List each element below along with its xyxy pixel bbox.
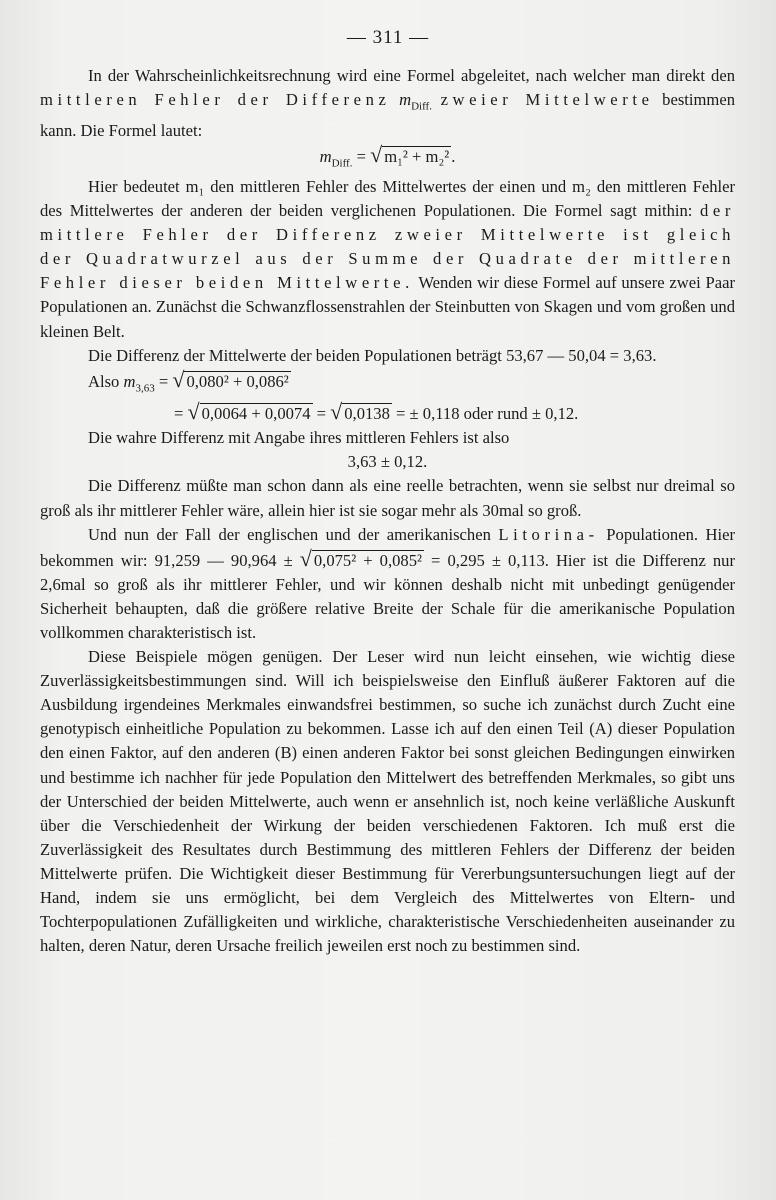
paragraph-7: Diese Beispiele mögen genügen. Der Leser wird nun leicht einsehen, wie wichtig diese Zuverlässigkeitsbestimmungen sind. Will ich beispielsweise den Einfluß äußerer Faktoren auf die Ausbildung irgendeines Merkmales einwandsfrei bestimmen, so suche ich zunächst durch Zucht eine genotypisch einheitliche Population zu bekommen. Lasse ich auf den einen Teil (A) dieser Population den einen Faktor, auf den anderen (B) einen anderen Faktor bei sonst gleichen Bedingungen einwirken und bestimme ich nachher für jede Population den Mittelwert des betreffenden Merkmales, so gibt uns der Unterschied der beiden Mittelwerte, auch wenn er ansehnlich ist, noch keine verläßliche Auskunft über die Verschiedenheit der Wirkung der beiden verschiedenen Faktoren. Ich muß erst die Zuverlässigkeit des Resultates durch Bestimmung des mittleren Fehlers der Differenz der beiden Mittelwerte prüfen. Die Wichtigkeit dieser Bestimmung für Vererbungsuntersuchungen liegt auf der Hand, indem sie uns ermöglicht, bei dem Vergleich des Mittelwertes von Eltern- und Tochterpopulationen Zufälligkeiten und wirkliche, charakteristische Verschiedenheiten auseinander zu halten, deren Natur, deren Ursache freilich jeweilen erst noch zu bestimmen sind. xyxy=(40,647,735,956)
f1-end: . xyxy=(451,146,456,166)
page-body xyxy=(40,64,735,958)
paragraph-5: Die Differenz müßte man schon dann als eine reelle betrachten, wenn sie selbst nur dreimal so groß als ihr mittlerer Fehler wäre, allein hier ist sie sogar mehr als 30mal so groß. xyxy=(40,476,735,520)
also-m-sub: 3,63 xyxy=(135,382,155,395)
p2-spaced: der mittlere Fehler der Differenz zweier Mittelwerte ist gleich der Quadratwurzel aus der Summe der Quadrate der mittleren Fehler dieser beiden Mittelwerte. xyxy=(40,201,735,293)
p2-text-b: Wenden wir diese Formel auf unsere zwei Paar Populationen an. Zunächst die Schwanzflossenstrahlen der Steinbutten von Skagen und vom großen und kleinen Belt. xyxy=(40,273,735,341)
cont-radical-2: √ xyxy=(330,399,343,425)
p1-text-b: bestimmen kann. Die Formel lautet: xyxy=(40,90,735,140)
cont-rest: = ± 0,118 oder rund ± 0,12. xyxy=(391,404,579,424)
formula-mdiff xyxy=(40,143,735,175)
f1-radical: √ xyxy=(370,141,383,167)
p1-text-a: In der Wahrscheinlichkeitsrechnung wird eine Formel abgeleitet, nach welcher man direkt den xyxy=(88,66,735,85)
p1-mdiff: m xyxy=(399,90,412,110)
paragraph-6 xyxy=(40,523,735,645)
cont-radicand-1: 0,0064 + 0,0074 xyxy=(201,404,311,424)
cont-eq1: = xyxy=(174,404,188,424)
paragraph-4: Die wahre Differenz mit Angabe ihres mittleren Fehlers ist also xyxy=(88,428,510,448)
formula-also-line-2 xyxy=(40,400,735,426)
f1-radicand: m₁² + m₂² xyxy=(384,146,450,166)
f1-lhs-sub: Diff. xyxy=(331,156,353,169)
also-radical: √ xyxy=(172,366,185,392)
page-number: — 311 — xyxy=(346,27,430,48)
p6-spaced: Litorina- xyxy=(498,524,599,544)
formula-result: 3,63 ± 0,12. xyxy=(347,452,428,472)
also-label: Also xyxy=(88,371,120,391)
also-eq: = xyxy=(154,371,173,391)
cont-radical-1: √ xyxy=(187,399,200,425)
paragraph-3: Die Differenz der Mittelwerte der beiden Populationen beträgt 53,67 — 50,04 = 3,63. xyxy=(88,345,657,365)
p2-text-a: Hier bedeutet m₁ den mittleren Fehler des Mittelwertes der einen und m₂ den mittleren Fehler des Mittelwertes der anderen der beiden verglichenen Populationen. Die Formel sagt mithin: xyxy=(40,177,735,221)
p6-radicand: 0,075² + 0,085² xyxy=(313,550,422,570)
p6-text-a: Und nun der Fall der englischen und der amerikanischen xyxy=(88,524,491,544)
also-m: m xyxy=(123,371,136,391)
f1-eq: = xyxy=(352,146,371,166)
cont-radicand-2: 0,0138 xyxy=(344,404,390,424)
also-radicand: 0,080² + 0,086² xyxy=(186,371,289,391)
p1-mdiff-sub: Diff. xyxy=(411,100,432,113)
f1-lhs: m xyxy=(319,146,332,166)
formula-also-line-1 xyxy=(40,368,735,400)
paragraph-2 xyxy=(40,175,735,344)
p1-spaced-1: mittleren Fehler der Differenz xyxy=(40,90,391,110)
p6-text-c: = 0,295 ± 0,113. Hier ist die Differenz nur 2,6mal so groß als ihr mittlerer Fehler, und wir können deshalb nicht mit unbedingt genügender Sicherheit behaupten, daß die größere relative Breite der Schale für die amerikanische Population vollkommen charakteristisch ist. xyxy=(40,550,736,642)
paragraph-1 xyxy=(40,64,735,143)
p1-spaced-2: zweier Mittelwerte xyxy=(440,90,654,110)
cont-eq2: = xyxy=(312,404,331,424)
p6-radical: √ xyxy=(299,545,312,571)
p6-text-b: Populationen. Hier bekommen wir: 91,259 — 90,964 ± xyxy=(40,524,736,570)
